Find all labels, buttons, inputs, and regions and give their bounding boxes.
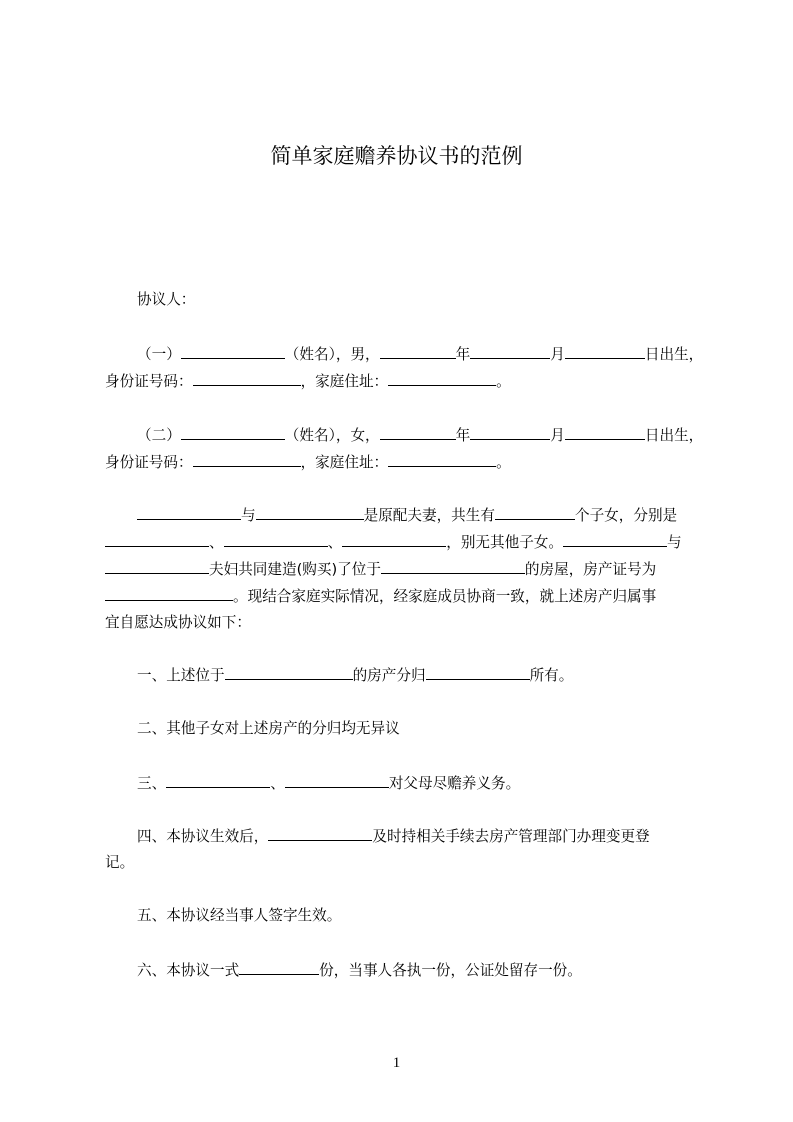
party2-day-blank: [565, 425, 645, 440]
copies-blank: [239, 960, 319, 975]
clause-5: 五、本协议经当事人签字生效。: [137, 907, 342, 924]
party2-id-blank: [193, 452, 301, 467]
party2-line2: 身份证号码： ，家庭住址： 。: [105, 454, 511, 471]
clause-4-line1: 四、本协议生效后， 及时持相关手续去房产管理部门办理变更登: [137, 828, 650, 845]
preamble-line1: 与 是原配夫妻，共生有 个子女，分别是: [137, 505, 677, 526]
owner1-blank: [563, 532, 667, 547]
preamble-line5: 宜自愿达成协议如下：: [105, 614, 251, 631]
child2-blank: [224, 532, 328, 547]
owner2-blank: [105, 559, 209, 574]
clause1-location-blank: [225, 665, 353, 680]
party2-year-blank: [380, 425, 456, 440]
clause-6: 六、本协议一式 份，当事人各执一份，公证处留存一份。: [137, 962, 582, 979]
party1-month-blank: [470, 344, 550, 359]
property-location-blank: [381, 559, 525, 574]
party1-line1: （一） （姓名），男， 年 月 日出生，: [137, 346, 704, 363]
child3-blank: [342, 532, 446, 547]
party1-line2: 身份证号码： ，家庭住址： 。: [105, 373, 511, 390]
party2-line1: （二） （姓名），女， 年 月 日出生，: [137, 427, 704, 444]
husband-name-blank: [137, 505, 241, 520]
children-count-blank: [495, 505, 575, 520]
party2-name-blank: [181, 425, 285, 440]
clause-1: 一、上述位于 的房产分归 所有。: [137, 667, 574, 684]
page-number: 1: [392, 1055, 401, 1071]
party1-year-blank: [380, 344, 456, 359]
clause1-owner-blank: [426, 665, 530, 680]
wife-name-blank: [256, 505, 364, 520]
property-cert-blank: [105, 586, 233, 601]
parties-label: 协议人：: [137, 291, 196, 308]
party1-name-blank: [181, 344, 285, 359]
preamble-line3: 夫妇共同建造(购买)了位于 的房屋，房产证号为: [105, 559, 656, 580]
clause-3: 三、 、 对父母尽赡养义务。: [137, 775, 521, 792]
clause3-person2-blank: [285, 773, 389, 788]
party1-day-blank: [565, 344, 645, 359]
clause4-person-blank: [268, 826, 372, 841]
party2-address-blank: [388, 452, 496, 467]
party1-address-blank: [388, 371, 496, 386]
clause3-person1-blank: [166, 773, 270, 788]
preamble-line4: 。现结合家庭实际情况，经家庭成员协商一致，就上述房产归属事: [105, 586, 656, 607]
party2-month-blank: [470, 425, 550, 440]
clause-2: 二、其他子女对上述房产的分归均无异议: [137, 720, 400, 737]
document-title: 简单家庭赡养协议书的范例: [270, 144, 523, 168]
child1-blank: [105, 532, 209, 547]
clause-4-line2: 记。: [105, 854, 135, 871]
party1-id-blank: [193, 371, 301, 386]
preamble-line2: 、 、 ，别无其他子女。 与: [105, 532, 682, 553]
